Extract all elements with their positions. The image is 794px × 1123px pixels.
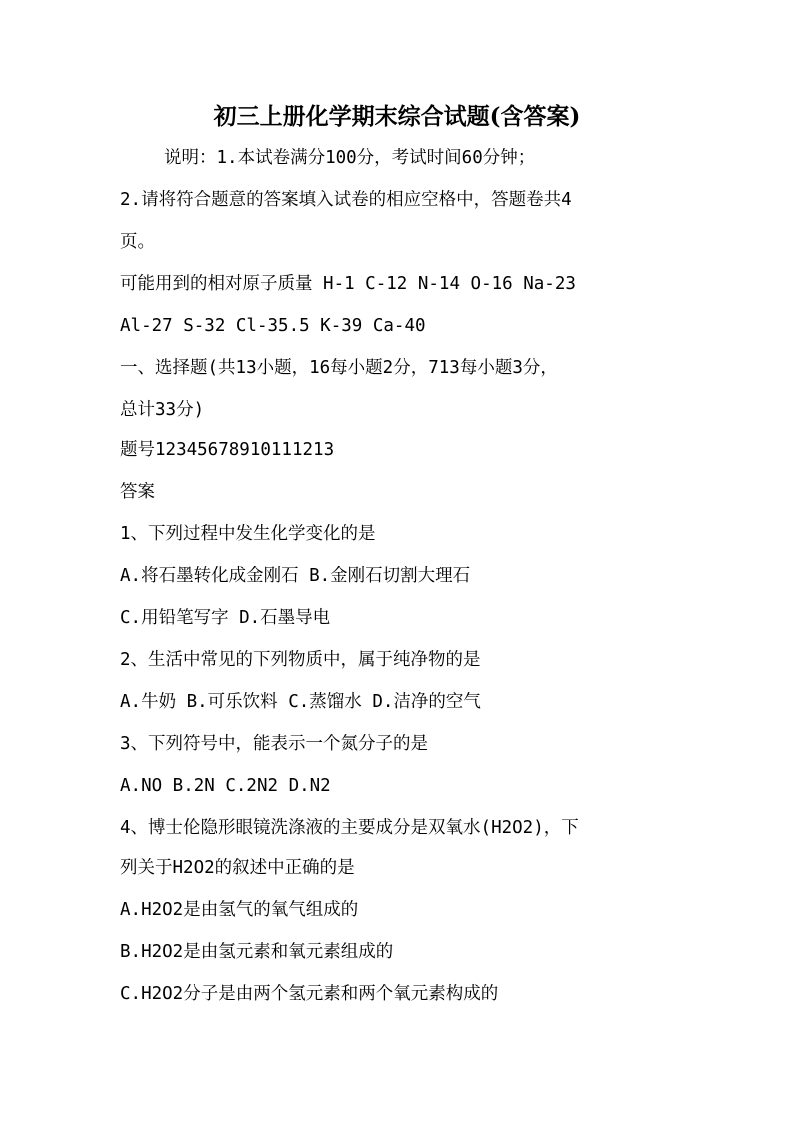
question-4-stem-line-2: 列关于H2O2的叙述中正确的是 bbox=[120, 858, 355, 878]
atomic-mass-line-2: Al-27 S-32 Cl-35.5 K-39 Ca-40 bbox=[120, 316, 426, 336]
question-4-option-a: A.H2O2是由氢气的氧气组成的 bbox=[120, 900, 359, 920]
atomic-mass-line-1: 可能用到的相对原子质量 H-1 C-12 N-14 O-16 Na-23 bbox=[120, 274, 576, 294]
question-3-options: A.NO B.2N C.2N2 D.N2 bbox=[120, 776, 331, 796]
question-2-options: A.牛奶 B.可乐饮料 C.蒸馏水 D.洁净的空气 bbox=[120, 692, 481, 712]
question-1-stem: 1、下列过程中发生化学变化的是 bbox=[120, 524, 376, 544]
section-heading-line-1: 一、选择题(共13小题，16每小题2分，713每小题3分， bbox=[120, 358, 558, 378]
page-title: 初三上册化学期末综合试题(含答案) bbox=[213, 103, 581, 130]
question-2-stem: 2、生活中常见的下列物质中，属于纯净物的是 bbox=[120, 650, 481, 670]
question-4-stem-line-1: 4、博士伦隐形眼镜洗涤液的主要成分是双氧水(H2O2)，下 bbox=[120, 818, 579, 838]
instructions-line-3: 页。 bbox=[120, 232, 155, 252]
instructions-line-2: 2.请将符合题意的答案填入试卷的相应空格中，答题卷共4 bbox=[120, 190, 572, 210]
section-heading-line-2: 总计33分) bbox=[120, 400, 205, 420]
question-1-options-ab: A.将石墨转化成金刚石 B.金刚石切割大理石 bbox=[120, 566, 471, 586]
question-4-option-b: B.H2O2是由氢元素和氧元素组成的 bbox=[120, 942, 394, 962]
instructions-line-1: 说明：1.本试卷满分100分，考试时间60分钟； bbox=[164, 148, 536, 168]
question-number-row: 题号12345678910111213 bbox=[120, 440, 335, 460]
answer-row: 答案 bbox=[120, 482, 155, 502]
question-4-option-c: C.H2O2分子是由两个氢元素和两个氧元素构成的 bbox=[120, 984, 499, 1004]
question-1-options-cd: C.用铅笔写字 D.石墨导电 bbox=[120, 608, 331, 628]
question-3-stem: 3、下列符号中，能表示一个氮分子的是 bbox=[120, 734, 429, 754]
